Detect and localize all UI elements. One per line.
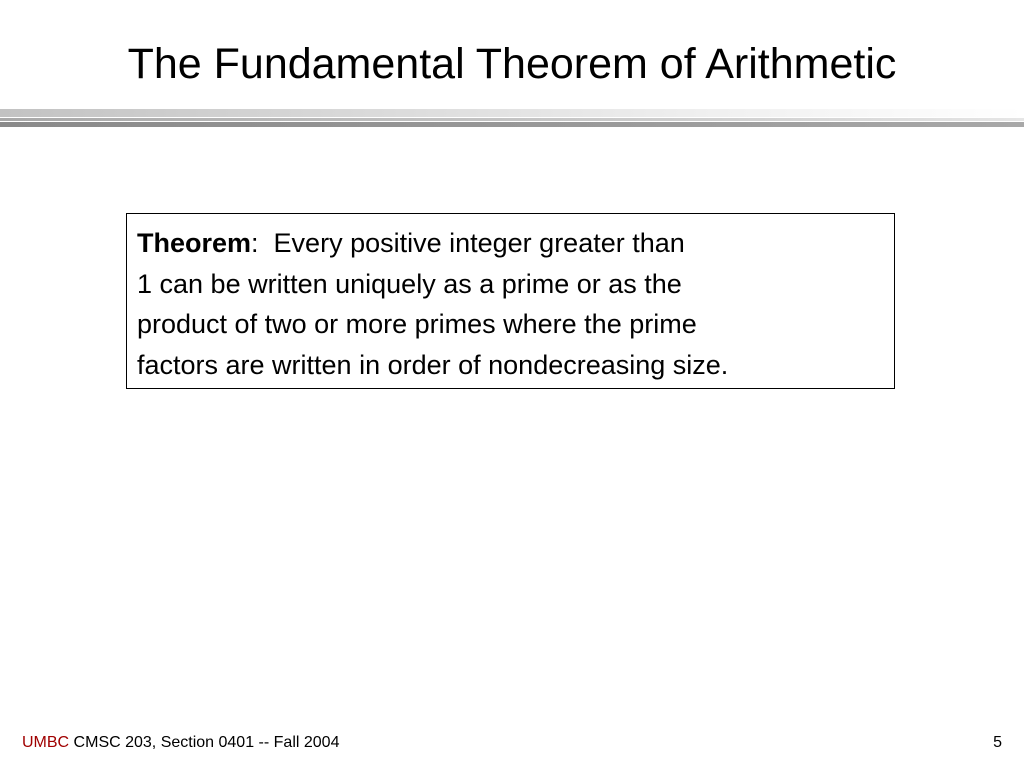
theorem-box [126,213,895,389]
theorem-colon: : [251,228,259,258]
footer-brand: UMBC [22,734,70,751]
theorem-line-4: factors are written in order of nondecreasing size. [137,349,729,380]
title-divider [0,109,1024,129]
theorem-line-1 [137,223,884,264]
footer-course: CMSC 203, Section 0401 -- Fall 2004 [69,734,340,751]
divider-line-top [0,109,1024,117]
theorem-line-2: 1 can be written uniquely as a prime or as the [137,268,682,299]
theorem-text-1: Every positive integer greater than [258,228,685,258]
theorem-line-3: product of two or more primes where the prime [137,309,697,339]
slide-title: The Fundamental Theorem of Arithmetic [127,40,897,88]
divider-line-bottom [0,122,1024,127]
footer-course-info [22,733,339,753]
theorem-label: Theorem [137,228,252,258]
divider-line-middle [0,118,1024,121]
slide-page-number: 5 [993,734,1002,751]
